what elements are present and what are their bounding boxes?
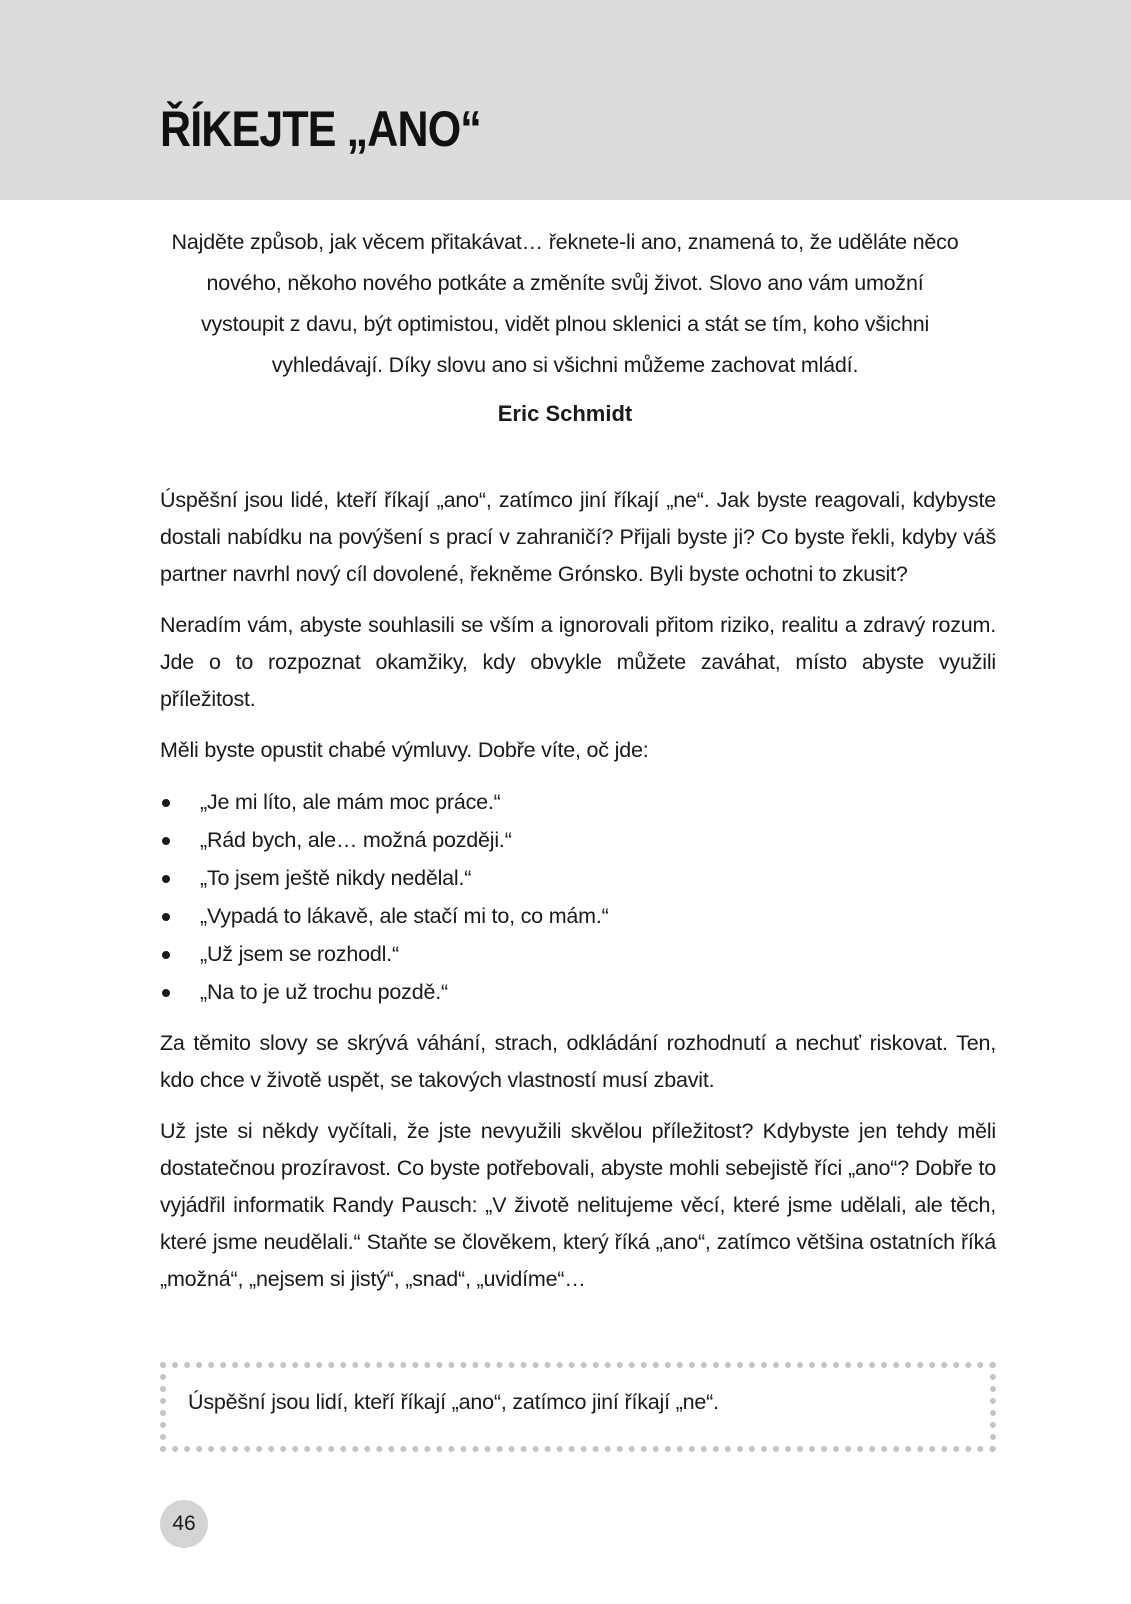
- bullet-icon: [162, 875, 170, 883]
- list-item: [160, 821, 996, 859]
- bullet-icon: [162, 951, 170, 959]
- list-item: [160, 973, 996, 1011]
- list-item: [160, 935, 996, 973]
- epigraph-author: Eric Schmidt: [497, 401, 633, 426]
- paragraph: Úspěšní jsou lidé, kteří říkají „ano“, zatímco jiní říkají „ne“. Jak byste reagovali, kdybyste dostali nabídku na povýšení s prací v zahraničí? Přijali byste ji? Co byste řekli, kdyby váš partner navrhl nový cíl dovolené, řekněme Grónsko. Byli byste ochotni to zkusit?: [160, 488, 996, 586]
- list-item: [160, 859, 996, 897]
- body-text: [160, 482, 996, 1312]
- epigraph-text: Najděte způsob, jak věcem přitakávat… řeknete-li ano, znamená to, že uděláte něco nového, někoho nového potkáte a změníte svůj život. Slovo ano vám umožní vystoupit z davu, být optimistou, vidět plnou sklenici a stát se tím, koho všichni vyhledávají. Díky slovu ano si všichni můžeme zachovat mládí.: [171, 230, 959, 377]
- page-number-badge: [160, 1500, 208, 1548]
- paragraph: Měli byste opustit chabé výmluvy. Dobře víte, oč jde:: [160, 738, 649, 762]
- list-item-text: „Už jsem se rozhodl.“: [200, 942, 399, 966]
- page-number: 46: [172, 1512, 196, 1535]
- list-item: [160, 783, 996, 821]
- excuses-list: [160, 783, 996, 1011]
- callout-text: Úspěšní jsou lidí, kteří říkají „ano“, zatímco jiní říkají „ne“.: [188, 1390, 719, 1414]
- list-item-text: „Rád bych, ale… možná později.“: [200, 828, 512, 852]
- callout-box: [160, 1362, 996, 1452]
- list-item-text: „To jsem ještě nikdy nedělal.“: [200, 866, 472, 890]
- list-item: [160, 897, 996, 935]
- paragraph: Už jste si někdy vyčítali, že jste nevyužili skvělou příležitost? Kdybyste jen tehdy měli dostatečnou prozíravost. Co byste potřebovali, abyste mohli sebejistě říci „ano“? Dobře to vyjádřil informatik Randy Pausch: „V životě nelitujeme věcí, které jsme udělali, ale těch, které jsme neudělali.“ Staňte se člověkem, který říká „ano“, zatímco většina ostatních říká „možná“, „nejsem si jistý“, „snad“, „uvidíme“…: [160, 1119, 996, 1291]
- paragraph: Za těmito slovy se skrývá váhání, strach, odkládání rozhodnutí a nechuť riskovat. Ten, kdo chce v životě uspět, se takových vlastností musí zbavit.: [160, 1031, 996, 1092]
- page-title: ŘÍKEJTE „ANO“: [160, 101, 481, 157]
- bullet-icon: [162, 837, 170, 845]
- header-band: [0, 0, 1131, 200]
- epigraph: [165, 222, 965, 434]
- list-item-text: „Na to je už trochu pozdě.“: [200, 980, 448, 1004]
- paragraph: Neradím vám, abyste souhlasili se vším a ignorovali přitom riziko, realitu a zdravý rozum. Jde o to rozpoznat okamžiky, kdy obvykle můžete zaváhat, místo abyste využili příležitost.: [160, 613, 996, 711]
- bullet-icon: [162, 913, 170, 921]
- list-item-text: „Je mi líto, ale mám moc práce.“: [200, 790, 501, 814]
- bullet-icon: [162, 799, 170, 807]
- list-item-text: „Vypadá to lákavě, ale stačí mi to, co mám.“: [200, 904, 609, 928]
- bullet-icon: [162, 989, 170, 997]
